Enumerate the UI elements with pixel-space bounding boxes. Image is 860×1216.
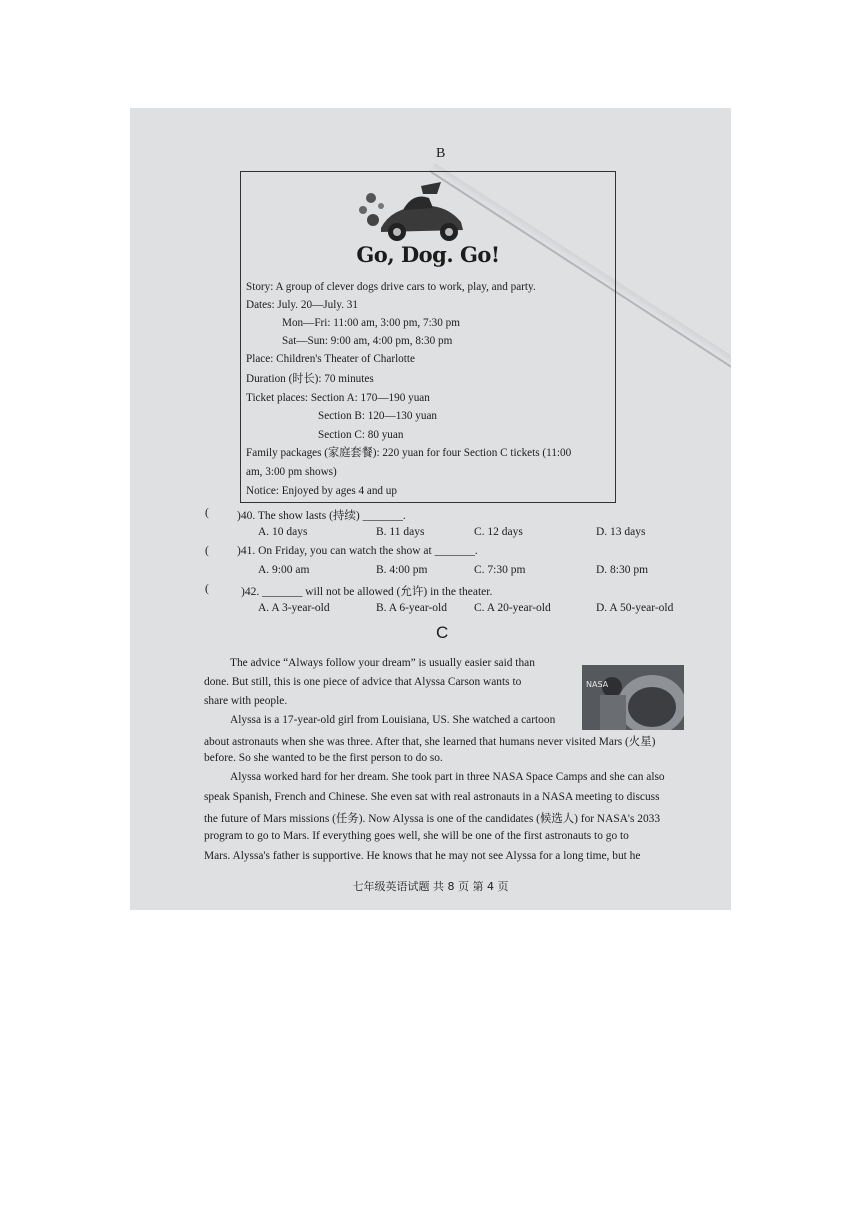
family-package-line1: Family packages (家庭套餐): 220 yuan for four Section C tickets (11:00 [246, 447, 572, 459]
question-42-option-a: A. A 3-year-old [258, 602, 330, 614]
show-title: Go, Dog. Go! [356, 242, 500, 267]
duration-line: Duration (时长): 70 minutes [246, 373, 374, 385]
question-40-option-c: C. 12 days [474, 526, 523, 538]
notice-line: Notice: Enjoyed by ages 4 and up [246, 485, 397, 497]
show-notice-box [240, 171, 616, 503]
section-b-label: B [436, 146, 446, 161]
weekend-times: Sat—Sun: 9:00 am, 4:00 pm, 8:30 pm [282, 335, 453, 347]
astronaut-photo [582, 665, 684, 730]
passage-line: about astronauts when she was three. After that, she learned that humans never visited Mars (火星) [204, 736, 656, 748]
passage-line: speak Spanish, French and Chinese. She even sat with real astronauts in a NASA meeting to discuss [204, 791, 660, 803]
question-42-option-d: D. A 50-year-old [596, 602, 674, 614]
question-40-paren: ( [205, 507, 209, 519]
weekday-times: Mon—Fri: 11:00 am, 3:00 pm, 7:30 pm [282, 317, 460, 329]
ticket-section-b: Section B: 120—130 yuan [318, 410, 438, 422]
question-41-option-d: D. 8:30 pm [596, 564, 649, 576]
question-41-option-c: C. 7:30 pm [474, 564, 526, 576]
question-42-stem: )42. _______ will not be allowed (允许) in the theater. [241, 586, 493, 598]
passage-line: Alyssa worked hard for her dream. She took part in three NASA Space Camps and she can also [230, 771, 665, 783]
passage-line: done. But still, this is one piece of advice that Alyssa Carson wants to [204, 676, 522, 688]
dates-line: Dates: July. 20—July. 31 [246, 299, 358, 311]
family-package-line2: am, 3:00 pm shows) [246, 466, 337, 478]
passage-line: the future of Mars missions (任务). Now Alyssa is one of the candidates (候选人) for NASA's 2033 [204, 813, 661, 825]
question-40-option-a: A. 10 days [258, 526, 308, 538]
exam-page-photo [130, 108, 731, 910]
question-42-option-b: B. A 6-year-old [376, 602, 447, 614]
question-40-option-d: D. 13 days [596, 526, 646, 538]
question-40-option-b: B. 11 days [376, 526, 425, 538]
ticket-section-c: Section C: 80 yuan [318, 429, 404, 441]
question-41-paren: ( [205, 545, 209, 557]
question-41-option-a: A. 9:00 am [258, 564, 310, 576]
page-footer: 七年级英语试题 共 8 页 第 4 页 [352, 880, 509, 893]
section-c-label: C [436, 623, 449, 642]
passage-line: Alyssa is a 17-year-old girl from Louisiana, US. She watched a cartoon [230, 714, 556, 726]
question-42-option-c: C. A 20-year-old [474, 602, 551, 614]
question-41-option-b: B. 4:00 pm [376, 564, 428, 576]
story-line: Story: A group of clever dogs drive cars to work, play, and party. [246, 281, 536, 293]
passage-line: Mars. Alyssa's father is supportive. He knows that he may not see Alyssa for a long time, but he [204, 850, 641, 862]
passage-line: share with people. [204, 695, 288, 707]
passage-line: before. So she wanted to be the first person to do so. [204, 752, 443, 764]
place-line: Place: Children's Theater of Charlotte [246, 353, 415, 365]
ticket-section-a: Ticket places: Section A: 170—190 yuan [246, 392, 430, 404]
question-40-stem: )40. The show lasts (持续) _______. [237, 510, 406, 522]
dog-car-logo-icon [351, 180, 481, 244]
passage-line: The advice “Always follow your dream” is usually easier said than [230, 657, 535, 669]
question-41-stem: )41. On Friday, you can watch the show at _______. [237, 545, 478, 557]
cockpit-image-icon [582, 665, 684, 730]
question-42-paren: ( [205, 583, 209, 595]
passage-line: program to go to Mars. If everything goes well, she will be one of the first astronauts to go to [204, 830, 629, 842]
nasa-text: NASA [586, 680, 609, 689]
